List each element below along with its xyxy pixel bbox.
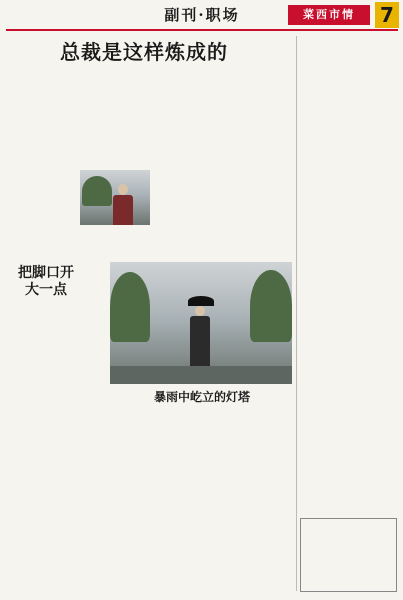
bottom-article-body-col2 bbox=[172, 464, 230, 592]
column-divider bbox=[296, 36, 297, 591]
photo-tree-right bbox=[250, 270, 292, 342]
side-article-1-body bbox=[300, 72, 397, 462]
main-headline: 总裁是这样炼成的 bbox=[60, 40, 228, 64]
photo-tree bbox=[82, 176, 112, 206]
main-body-col3 bbox=[152, 70, 220, 220]
sub-article-body-col1 bbox=[8, 320, 54, 590]
masthead-rule bbox=[6, 29, 398, 31]
sub-article-headline: 把脚口开大一点 bbox=[18, 265, 74, 298]
bottom-article-body-col3 bbox=[234, 464, 292, 592]
section-tag: 菜西市情 bbox=[288, 5, 370, 25]
main-body-col2 bbox=[80, 70, 148, 255]
photo-officer-head bbox=[195, 306, 205, 316]
sidebar-box bbox=[300, 518, 397, 592]
main-photo-caption bbox=[152, 222, 292, 240]
photo-person bbox=[113, 195, 133, 225]
photo-tree-left bbox=[110, 272, 150, 342]
photo-umbrella bbox=[188, 296, 214, 306]
bottom-article-body-col1 bbox=[110, 464, 168, 592]
photo-officer bbox=[190, 316, 210, 366]
main-body-col1 bbox=[8, 70, 76, 255]
photo-story-image bbox=[110, 262, 292, 384]
side-article-2-body bbox=[300, 488, 397, 513]
page-number: 7 bbox=[375, 2, 399, 28]
photo-road bbox=[110, 366, 292, 384]
sub-article-body-col2 bbox=[58, 320, 104, 590]
main-article-photo bbox=[80, 170, 150, 225]
photo-person-head bbox=[118, 184, 128, 195]
main-body-col4 bbox=[224, 70, 292, 230]
photo-story-headline: 暴雨中屹立的灯塔 bbox=[153, 390, 250, 404]
section-name: 副刊·职场 bbox=[164, 6, 240, 24]
